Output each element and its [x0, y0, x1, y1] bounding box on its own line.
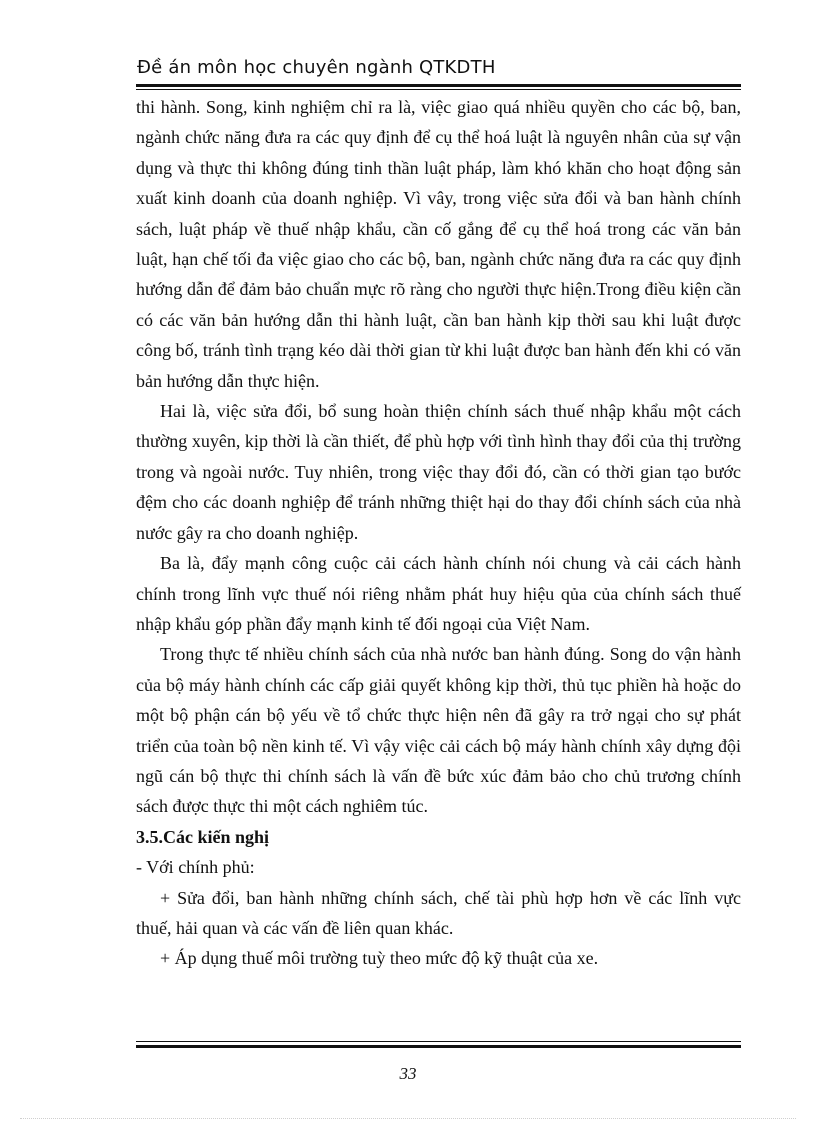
list-item: + Sửa đổi, ban hành những chính sách, chế tài phù hợp hơn về các lĩnh vực thuế, hải quan và các vấn đề liên quan khác. — [136, 887, 741, 938]
page-edge-divider — [20, 1118, 796, 1119]
header-rule-thick — [136, 84, 741, 87]
paragraph-ba-la: Ba là, đẩy mạnh công cuộc cải cách hành chính nói chung và cải cách hành chính trong lĩnh vực thuế nói riêng nhằm phát huy hiệu qủa của chính sách thuế nhập khẩu góp phần đẩy mạnh kinh tế đối ngoại của Việt Nam. — [136, 553, 741, 634]
paragraph-hai-la: Hai là, việc sửa đổi, bổ sung hoàn thiện chính sách thuế nhập khẩu một cách thường xuyên, kịp thời là cần thiết, để phù hợp với tình hình thay đổi của thị trường trong và ngoài nước. Tuy nhiên, trong việc thay đổi đó, cần có thời gian tạo bước đệm cho các doanh nghiệp để tránh những thiệt hại do thay đổi chính sách của nhà nước gây ra cho doanh nghiệp. — [136, 401, 741, 543]
footer-rule-thin — [136, 1041, 741, 1042]
footer-rule-thick — [136, 1045, 741, 1048]
page-number: 33 — [399, 1064, 417, 1083]
list-intro: - Với chính phủ: — [136, 857, 255, 878]
header-title: Đề án môn học chuyên ngành QTKDTH — [137, 57, 496, 78]
paragraph-trong-thuc-te: Trong thực tế nhiều chính sách của nhà nước ban hành đúng. Song do vận hành của bộ máy hành chính các cấp giải quyết không kịp thời, thủ tục phiền hà hoặc do một bộ phận cán bộ yếu về tổ chức thực hiện nên đã gây ra trở ngại cho sự phát triển của toàn bộ nền kinh tế. Vì vậy việc cải cách bộ máy hành chính xây dựng đội ngũ cán bộ thực thi chính sách là vấn đề bức xúc đảm bảo cho chủ trương chính sách được thực thi một cách nghiêm túc. — [136, 644, 741, 817]
header-rule-thin — [136, 89, 741, 90]
document-body — [136, 92, 741, 974]
paragraph-continuation: thi hành. Song, kinh nghiệm chỉ ra là, việc giao quá nhiều quyền cho các bộ, ban, ngành chức năng đưa ra các quy định để cụ thể hoá luật là nguyên nhân của sự vận dụng và thực thi không đúng tinh thần luật pháp, làm khó khăn cho hoạt động sản xuất kinh doanh của doanh nghiệp. Vì vây, trong việc sửa đổi và ban hành chính sách, luật pháp về thuế nhập khẩu, cần cố gắng để cụ thể hoá trong các văn bản luật, hạn chế tối đa việc giao cho các bộ, ban, ngành chức năng đưa ra các quy định hướng dẫn để đảm bảo chuẩn mực rõ ràng cho người thực hiện.Trong điều kiện cần có các văn bản hướng dẫn thi hành luật, cần ban hành kịp thời sau khi luật được công bố, tránh tình trạng kéo dài thời gian từ khi luật được ban hành đến khi có văn bản hướng dẫn thực hiện. — [136, 97, 741, 391]
section-heading: 3.5.Các kiến nghị — [136, 826, 270, 847]
list-item: + Áp dụng thuế môi trường tuỳ theo mức độ kỹ thuật của xe. — [160, 948, 599, 969]
